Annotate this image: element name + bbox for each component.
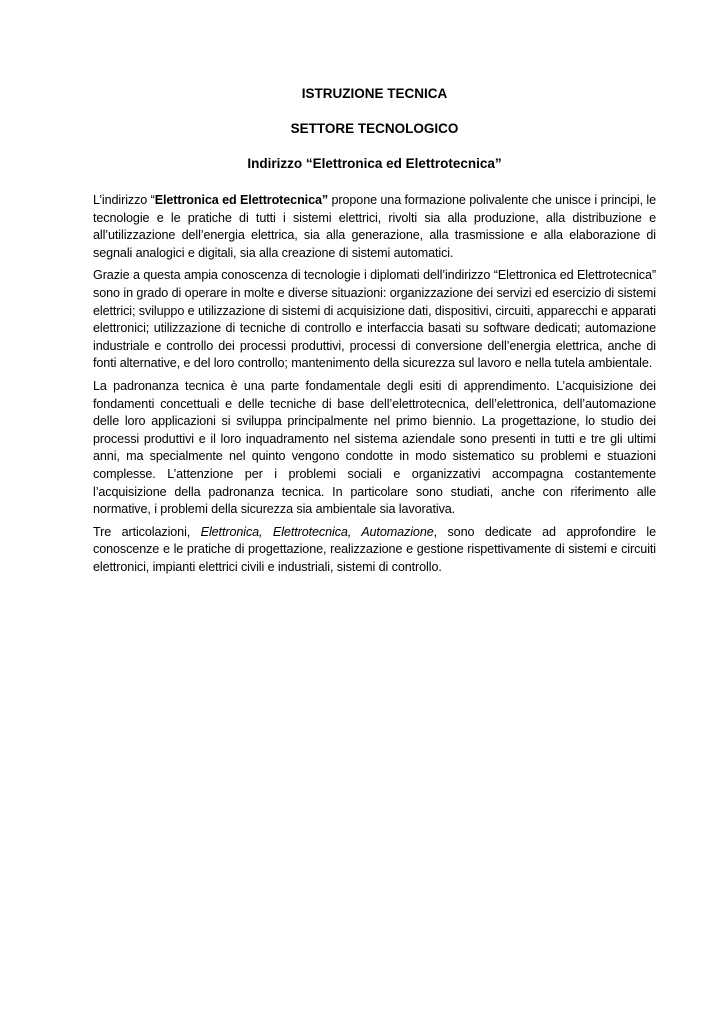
title-indirizzo: Indirizzo “Elettronica ed Elettrotecnica” — [247, 156, 502, 171]
paragraph-intro-bold: Elettronica ed Elettrotecnica” — [154, 193, 329, 207]
paragraph-articolazioni-italic: Elettronica, Elettrotecnica, Automazione — [200, 524, 434, 539]
paragraph-articolazioni — [93, 524, 656, 577]
paragraph-intro — [93, 192, 656, 262]
paragraph-articolazioni-post: , sono dedicate ad approfondire le conoscenze e le pratiche di progettazione, realizzazione e gestione rispettivamente di sistemi e circuiti elettronici, impianti elettrici civili e industriali, sistemi di controllo. — [93, 524, 656, 574]
document-body — [93, 192, 656, 576]
title-settore-tecnologico: SETTORE TECNOLOGICO — [290, 121, 459, 136]
paragraph-articolazioni-pre: Tre articolazioni, — [93, 524, 201, 539]
paragraph-padronanza: La padronanza tecnica è una parte fondamentale degli esiti di apprendimento. L’acquisizione dei fondamenti concettuali e delle tecniche di base dell’elettrotecnica, dell’elettronica, dell’automazione delle loro applicazioni si sviluppa principalmente nel primo biennio. La progettazione, lo studio dei processi produttivi e il loro inquadramento nel sistema aziendale sono presenti in tutti e tre gli ultimi anni, ma specialmente nel quinto vengono condotte in modo sistematico su problemi e stuazioni complesse. L’attenzione per i problemi sociali e organizzativi accompagna costantemente l’acquisizione della padronanza tecnica. In particolare sono studiati, anche con riferimento alle normative, i problemi della sicurezza sia ambientale sia lavorativa. — [93, 378, 656, 517]
document-content — [93, 82, 656, 581]
paragraph-intro-pre: L’indirizzo “ — [93, 193, 155, 207]
paragraph-intro-post: propone una formazione polivalente che unisce i principi, le tecnologie e le pratiche di tutti i sistemi elettrici, rivolti sia alla produzione, alla distribuzione e all’utilizzazione dell’energia elettrica, sia alla generazione, alla trasmissione e alla elaborazione di segnali analogici e digitali, sia alla creazione di sistemi automatici. — [93, 193, 656, 260]
paragraph-competenze: Grazie a questa ampia conoscenza di tecnologie i diplomati dell’indirizzo “Elettronica ed Elettrotecnica” sono in grado di operare in molte e diverse situazioni: organizzazione dei servizi ed esercizio di sistemi elettrici; sviluppo e utilizzazione di sistemi di acquisizione dati, dispositivi, circuiti, apparecchi e apparati elettronici; utilizzazione di tecniche di controllo e interfaccia basati su software dedicati; automazione industriale e controllo dei processi produttivi, processi di conversione dell’energia elettrica, anche di fonti alternative, e del loro controllo; mantenimento della sicurezza sul lavoro e nella tutela ambientale. — [93, 268, 656, 371]
title-istruzione-tecnica: ISTRUZIONE TECNICA — [301, 86, 448, 101]
